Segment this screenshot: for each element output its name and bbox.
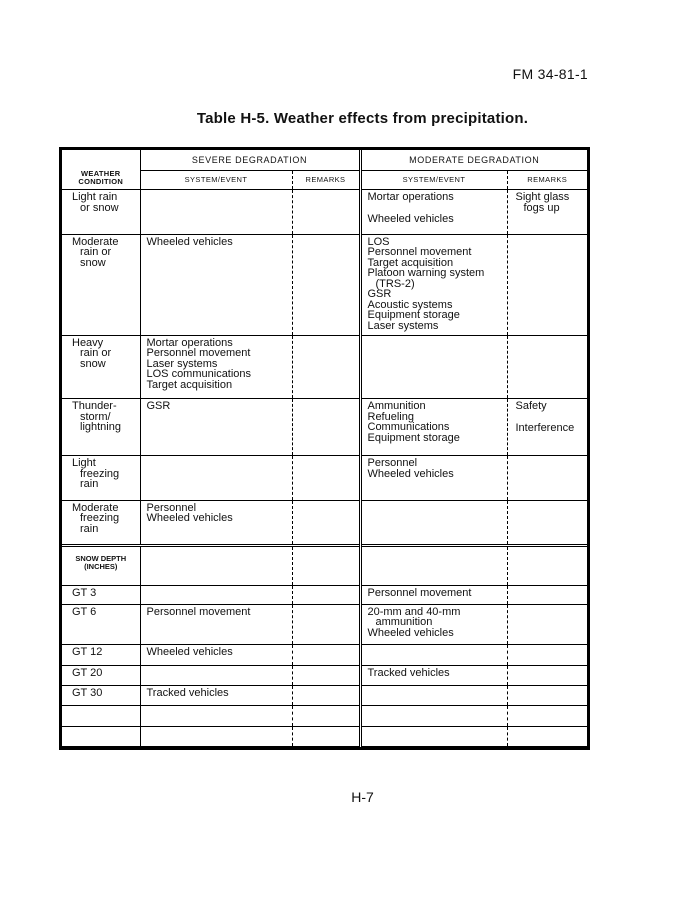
cell-line: Refueling — [367, 410, 414, 423]
cell-line: Wheeled vehicles — [146, 512, 233, 525]
cell-line — [516, 412, 582, 423]
severe-system-event-cell — [140, 335, 292, 398]
cell-line: or snow — [80, 201, 119, 214]
snow-depth-cell — [62, 706, 140, 726]
severe-system-event-header: SYSTEM/EVENT — [140, 171, 292, 190]
moderate-remarks-cell — [507, 399, 587, 456]
table-row — [62, 685, 587, 705]
weather-condition-cell — [62, 190, 140, 235]
weather-condition-cell — [62, 335, 140, 398]
cell-line: Mortar operations — [146, 336, 233, 349]
cell-line: Light rain — [72, 191, 118, 203]
cell-line: Target acquisition — [146, 378, 233, 391]
cell-line: Ammunition — [367, 400, 426, 413]
severe-system-event-cell — [140, 604, 292, 645]
moderate-system-event-cell — [360, 685, 507, 705]
cell-line: Personnel movement — [367, 587, 472, 600]
table-row — [62, 190, 587, 235]
cell-line: Heavy — [72, 336, 104, 349]
cell-line: Tracked vehicles — [367, 666, 450, 679]
cell-line: Laser systems — [146, 357, 218, 370]
cell-line: Communications — [367, 421, 450, 434]
snow-depth-cell: GT 6 — [62, 604, 140, 645]
cell-line: fogs up — [523, 201, 560, 214]
cell-line: snow — [80, 256, 106, 269]
weather-condition-cell — [62, 456, 140, 501]
table-row — [62, 706, 587, 726]
cell-line: Wheeled vehicles — [146, 646, 233, 659]
cell-line: rain — [80, 522, 99, 535]
table-row — [62, 335, 587, 398]
severe-remarks-cell — [292, 665, 360, 685]
cell-line: Equipment storage — [367, 431, 460, 444]
severe-system-event-cell — [140, 190, 292, 235]
moderate-remarks-cell — [507, 500, 587, 545]
weather-condition-header: WEATHER CONDITION — [62, 150, 140, 190]
table-row — [62, 604, 587, 645]
moderate-system-event-cell — [360, 335, 507, 398]
cell-line: Safety — [515, 400, 547, 413]
cell-line: LOS — [367, 235, 390, 248]
severe-remarks-cell — [292, 234, 360, 335]
cell-line: Wheeled vehicles — [367, 212, 454, 225]
moderate-system-event-header: SYSTEM/EVENT — [360, 171, 507, 190]
cell-line: snow — [80, 357, 106, 370]
cell-line: freezing — [80, 467, 120, 480]
cell-line: 20-mm and 40-mm — [367, 605, 461, 618]
cell-line: Wheeled vehicles — [367, 467, 454, 480]
severe-system-event-cell — [140, 500, 292, 545]
severe-system-event-cell — [140, 586, 292, 604]
cell-line: Platoon warning system — [367, 267, 485, 280]
table-row — [62, 726, 587, 746]
severe-remarks-cell — [292, 500, 360, 545]
moderate-remarks-cell — [507, 586, 587, 604]
moderate-system-event-cell — [360, 190, 507, 235]
cell-line: Personnel movement — [367, 246, 472, 259]
table-row — [62, 500, 587, 545]
snow-depth-cell: GT 12 — [62, 645, 140, 665]
cell-line: storm/ — [80, 410, 111, 423]
moderate-system-event-cell — [360, 456, 507, 501]
table-row — [62, 645, 587, 665]
snow-depth-moderate-blank — [360, 545, 507, 586]
moderate-remarks-cell — [507, 706, 587, 726]
cell-line: Acoustic systems — [367, 298, 453, 311]
moderate-system-event-cell — [360, 586, 507, 604]
weather-effects-table — [62, 150, 587, 747]
cell-line: Personnel — [367, 457, 418, 469]
severe-system-event-cell — [140, 726, 292, 746]
cell-line: rain or — [80, 347, 112, 360]
cell-line: Laser systems — [367, 319, 439, 332]
cell-line: Target acquisition — [367, 256, 454, 269]
weather-condition-cell — [62, 234, 140, 335]
snow-depth-cell: GT 3 — [62, 586, 140, 604]
severe-system-event-cell — [140, 685, 292, 705]
cell-line: Moderate — [72, 235, 119, 248]
snow-depth-moderate-remarks-blank — [507, 545, 587, 586]
moderate-system-event-cell — [360, 665, 507, 685]
severe-remarks-cell — [292, 604, 360, 645]
cell-line: freezing — [80, 512, 120, 525]
cell-line: Mortar operations — [367, 191, 454, 203]
cell-line: Personnel — [146, 501, 197, 514]
cell-line: LOS communications — [146, 368, 252, 381]
moderate-system-event-cell — [360, 645, 507, 665]
page-number: H-7 — [351, 789, 374, 805]
severe-remarks-cell — [292, 726, 360, 746]
cell-line: Wheeled vehicles — [146, 235, 233, 248]
snow-depth-cell: GT 20 — [62, 665, 140, 685]
table-row — [62, 399, 587, 456]
severe-remarks-cell — [292, 335, 360, 398]
table-row — [62, 456, 587, 501]
moderate-system-event-cell — [360, 706, 507, 726]
moderate-system-event-cell — [360, 234, 507, 335]
moderate-remarks-cell — [507, 645, 587, 665]
document-id: FM 34-81-1 — [512, 66, 588, 82]
cell-line: Personnel movement — [146, 347, 251, 360]
cell-line: Wheeled vehicles — [367, 626, 454, 639]
severe-remarks-cell — [292, 399, 360, 456]
cell-line: (TRS-2) — [375, 277, 415, 290]
snow-depth-label: SNOW DEPTH (INCHES) — [62, 545, 140, 586]
snow-depth-cell: GT 30 — [62, 685, 140, 705]
cell-line: Interference — [515, 421, 575, 434]
cell-line: ammunition — [375, 616, 433, 629]
severe-system-event-cell — [140, 665, 292, 685]
cell-line — [368, 203, 501, 214]
cell-line: Tracked vehicles — [146, 686, 229, 699]
moderate-system-event-cell — [360, 399, 507, 456]
severe-remarks-cell — [292, 456, 360, 501]
severe-remarks-cell — [292, 586, 360, 604]
moderate-remarks-cell — [507, 456, 587, 501]
table-row — [62, 234, 587, 335]
cell-line: rain — [80, 478, 99, 490]
snow-depth-header-row-group — [62, 545, 587, 586]
cell-line: Sight glass — [515, 191, 570, 203]
moderate-remarks-header: REMARKS — [507, 171, 587, 190]
cell-line: Moderate — [72, 501, 119, 514]
table-title: Table H-5. Weather effects from precipitation. — [196, 110, 529, 127]
moderate-system-event-cell — [360, 726, 507, 746]
weather-effects-table-frame — [59, 147, 590, 750]
snow-depth-cell — [62, 726, 140, 746]
moderate-remarks-cell — [507, 685, 587, 705]
cell-line: Thunder- — [72, 400, 117, 413]
table-row — [62, 665, 587, 685]
severe-remarks-cell — [292, 706, 360, 726]
weather-condition-cell — [62, 399, 140, 456]
cell-line: lightning — [80, 421, 121, 434]
moderate-remarks-cell — [507, 335, 587, 398]
moderate-remarks-cell — [507, 190, 587, 235]
cell-line: Personnel movement — [146, 605, 251, 618]
moderate-remarks-cell — [507, 234, 587, 335]
severe-remarks-header: REMARKS — [292, 171, 360, 190]
snow-depth-severe-blank — [140, 545, 292, 586]
severe-remarks-cell — [292, 190, 360, 235]
severe-system-event-cell — [140, 399, 292, 456]
moderate-remarks-cell — [507, 726, 587, 746]
severe-remarks-cell — [292, 685, 360, 705]
table-row — [62, 586, 587, 604]
precipitation-rows — [62, 190, 587, 546]
severe-system-event-cell — [140, 456, 292, 501]
cell-line: Light — [72, 457, 96, 469]
severe-system-event-cell — [140, 645, 292, 665]
severe-system-event-cell — [140, 706, 292, 726]
cell-line: GSR — [367, 288, 392, 301]
moderate-system-event-cell — [360, 500, 507, 545]
snow-depth-severe-remarks-blank — [292, 545, 360, 586]
cell-line: rain or — [80, 246, 112, 259]
weather-condition-cell — [62, 500, 140, 545]
snow-depth-rows — [62, 586, 587, 747]
cell-line: Equipment storage — [367, 309, 460, 322]
severe-system-event-cell — [140, 234, 292, 335]
severe-remarks-cell — [292, 645, 360, 665]
moderate-remarks-cell — [507, 604, 587, 645]
moderate-degradation-header: MODERATE DEGRADATION — [360, 150, 587, 171]
moderate-system-event-cell — [360, 604, 507, 645]
cell-line: GSR — [146, 400, 171, 413]
severe-degradation-header: SEVERE DEGRADATION — [140, 150, 360, 171]
moderate-remarks-cell — [507, 665, 587, 685]
